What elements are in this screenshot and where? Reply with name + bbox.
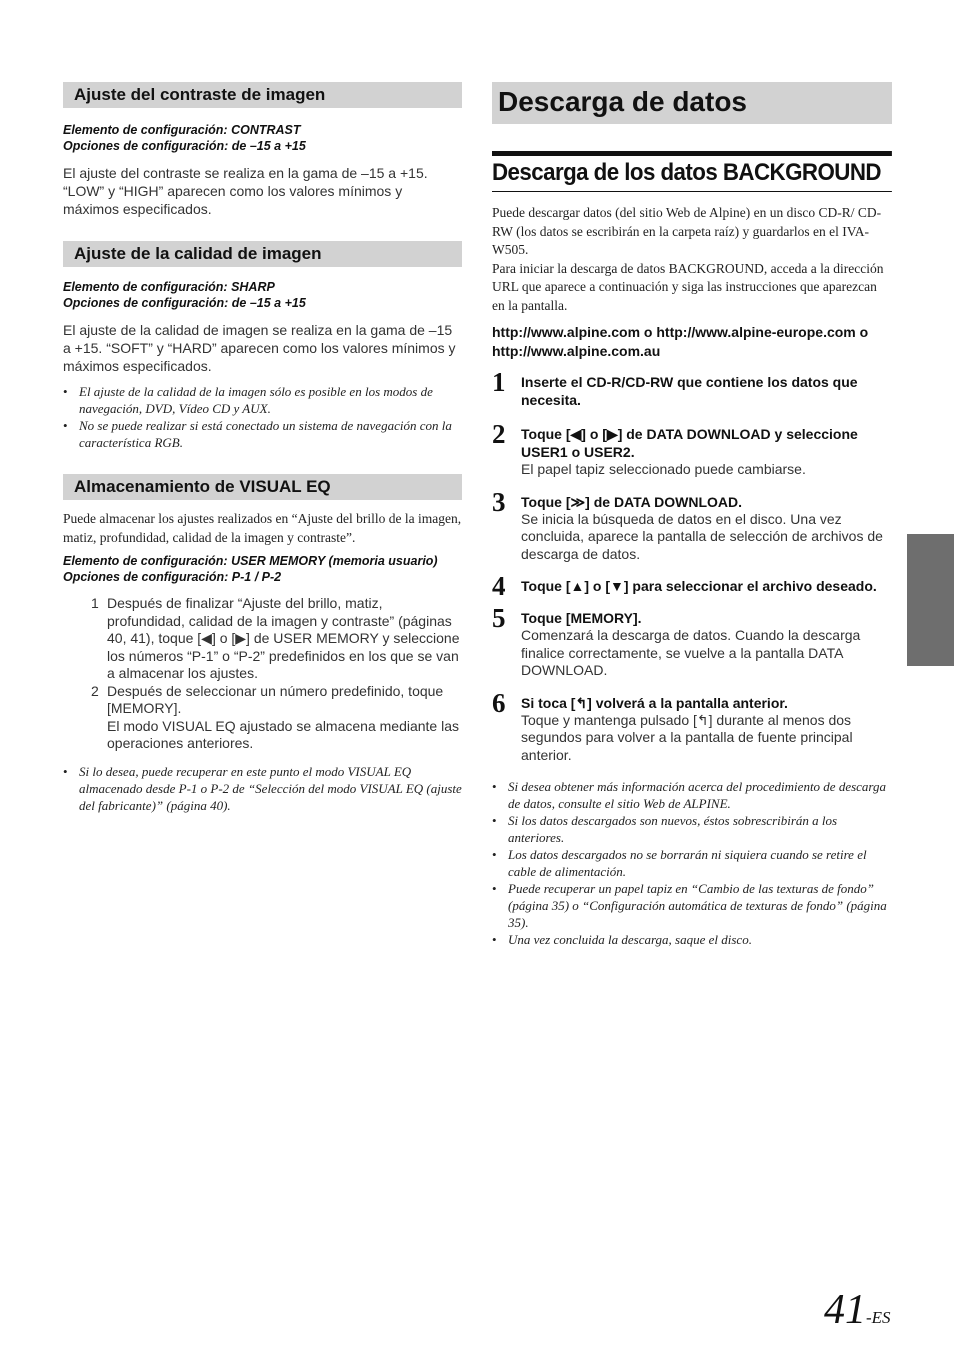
- step-number: 2: [492, 419, 506, 449]
- note-item: • Puede recuperar un papel tapiz en “Cambio de las texturas de fondo” (página 35) o “Configuración automática de texturas de fondo” (página 35).: [492, 880, 892, 931]
- download-notes: [492, 778, 892, 948]
- note-item: • Si desea obtener más información acerca del procedimiento de descarga de datos, consulte el sitio Web de ALPINE.: [492, 778, 892, 812]
- visual-eq-step-2: [63, 683, 462, 753]
- visual-eq-note: • Si lo desea, puede recuperar en este punto el modo VISUAL EQ almacenado desde P-1 o P-2 de “Selección del modo VISUAL EQ (ajuste del fabricante)” (página 40).: [63, 763, 462, 814]
- step-title: Inserte el CD-R/CD-RW que contiene los datos que necesita.: [521, 374, 858, 408]
- download-step-3: [492, 486, 892, 564]
- step-text: Después de finalizar “Ajuste del brillo, matiz, profundidad, calidad de la imagen y contraste” (páginas 40, 41), toque [◀] o [▶] de USER MEMORY y seleccione los números “P-1” o “P-2” predefinidos en los que se van a almacenar los ajustes.: [107, 595, 460, 681]
- step-desc: El papel tapiz seleccionado puede cambiarse.: [521, 461, 806, 477]
- page-number-suffix: -ES: [866, 1308, 891, 1327]
- config-options-contrast: Opciones de configuración: de –15 a +15: [63, 139, 306, 153]
- note-item: • Los datos descargados no se borrarán ni siquiera cuando se retire el cable de alimentación.: [492, 846, 892, 880]
- download-step-4: [492, 571, 892, 601]
- step-desc: Comenzará la descarga de datos. Cuando la descarga finalice correctamente, se vuelve a la pantalla DATA DOWNLOAD.: [521, 627, 861, 678]
- step-desc: Se inicia la búsqueda de datos en el disco. Una vez concluida, aparece la pantalla de selección de archivos de descarga de datos.: [521, 510, 883, 562]
- note-item: • Si los datos descargados son nuevos, éstos sobrescribirán a los anteriores.: [492, 812, 892, 846]
- visual-eq-intro: Puede almacenar los ajustes realizados en “Ajuste del brillo de la imagen, matiz, profundidad, calidad de la imagen y contraste”.: [63, 511, 462, 545]
- step-title: Toque [◀] o [▶] de DATA DOWNLOAD y seleccione USER1 o USER2.: [521, 426, 858, 460]
- sharpness-body: El ajuste de la calidad de imagen se realiza en la gama de –15 a +15. “SOFT” y “HARD” aparecen como los valores mínimos y máximos especificados.: [63, 322, 456, 374]
- download-urls: http://www.alpine.com o http://www.alpine-europe.com o http://www.alpine.com.au: [492, 324, 869, 359]
- chapter-tab-marker: [907, 534, 954, 666]
- left-column: [63, 82, 462, 814]
- download-step-2: [492, 419, 892, 479]
- config-options-user-memory: Opciones de configuración: P-1 / P-2: [63, 570, 282, 584]
- step-title: Toque [MEMORY].: [521, 610, 642, 626]
- contrast-body: El ajuste del contraste se realiza en la gama de –15 a +15. “LOW” y “HIGH” aparecen como los valores mínimos y máximos especificados.: [63, 165, 428, 217]
- step-text: Después de seleccionar un número predefinido, toque [MEMORY].: [107, 682, 444, 716]
- step-number: 5: [492, 603, 506, 633]
- step-desc: Toque y mantenga pulsado [↰] durante al menos dos segundos para volver a la pantalla de fuente principal anterior.: [521, 711, 853, 763]
- step-number: 1: [492, 367, 506, 397]
- section-heading-visual-eq: Almacenamiento de VISUAL EQ: [63, 474, 462, 500]
- right-column: [492, 82, 892, 948]
- section-subtitle: Descarga de los datos BACKGROUND: [492, 151, 892, 192]
- config-options-sharp: Opciones de configuración: de –15 a +15: [63, 296, 306, 310]
- step-number: 1: [91, 595, 99, 611]
- config-item-user-memory: Elemento de configuración: USER MEMORY (memoria usuario): [63, 554, 438, 568]
- step-title: Toque [≫] de DATA DOWNLOAD.: [521, 493, 742, 510]
- download-step-1: [492, 367, 892, 409]
- page-number: [824, 1286, 891, 1334]
- sharpness-notes: [63, 383, 462, 451]
- config-item-sharp: Elemento de configuración: SHARP: [63, 280, 275, 294]
- note-item: • Una vez concluida la descarga, saque el disco.: [492, 931, 892, 948]
- note-item: • No se puede realizar si está conectado un sistema de navegación con la característica RGB.: [63, 417, 462, 451]
- section-heading-contrast: Ajuste del contraste de imagen: [63, 82, 462, 108]
- note-item: • El ajuste de la calidad de la imagen sólo es posible en los modos de navegación, DVD, Vídeo CD y AUX.: [63, 383, 462, 417]
- step-title: Toque [▲] o [▼] para seleccionar el archivo deseado.: [521, 578, 877, 594]
- step-number: 3: [492, 486, 506, 517]
- download-intro-2: Para iniciar la descarga de datos BACKGROUND, acceda a la dirección URL que aparece a continuación y siga las instrucciones que aparezcan en la pantalla.: [492, 260, 884, 313]
- download-intro-1: Puede descargar datos (del sitio Web de Alpine) en un disco CD-R/ CD-RW (los datos se escribirán en la carpeta raíz) y guardarlos en el IVA-W505.: [492, 205, 882, 257]
- step-number: 6: [492, 687, 506, 718]
- section-heading-sharpness: Ajuste de la calidad de imagen: [63, 241, 462, 267]
- page-number-value: 41: [824, 1287, 866, 1333]
- download-step-6: [492, 687, 892, 765]
- step-number: 2: [91, 682, 99, 699]
- config-item-contrast: Elemento de configuración: CONTRAST: [63, 123, 301, 137]
- visual-eq-step-1: [63, 595, 462, 683]
- step-number: 4: [492, 571, 506, 601]
- step-text: El modo VISUAL EQ ajustado se almacena mediante las operaciones anteriores.: [107, 717, 460, 751]
- download-step-5: [492, 603, 892, 680]
- step-title: Si toca [↰] volverá a la pantalla anterior.: [521, 694, 788, 711]
- page-title: Descarga de datos: [492, 82, 892, 124]
